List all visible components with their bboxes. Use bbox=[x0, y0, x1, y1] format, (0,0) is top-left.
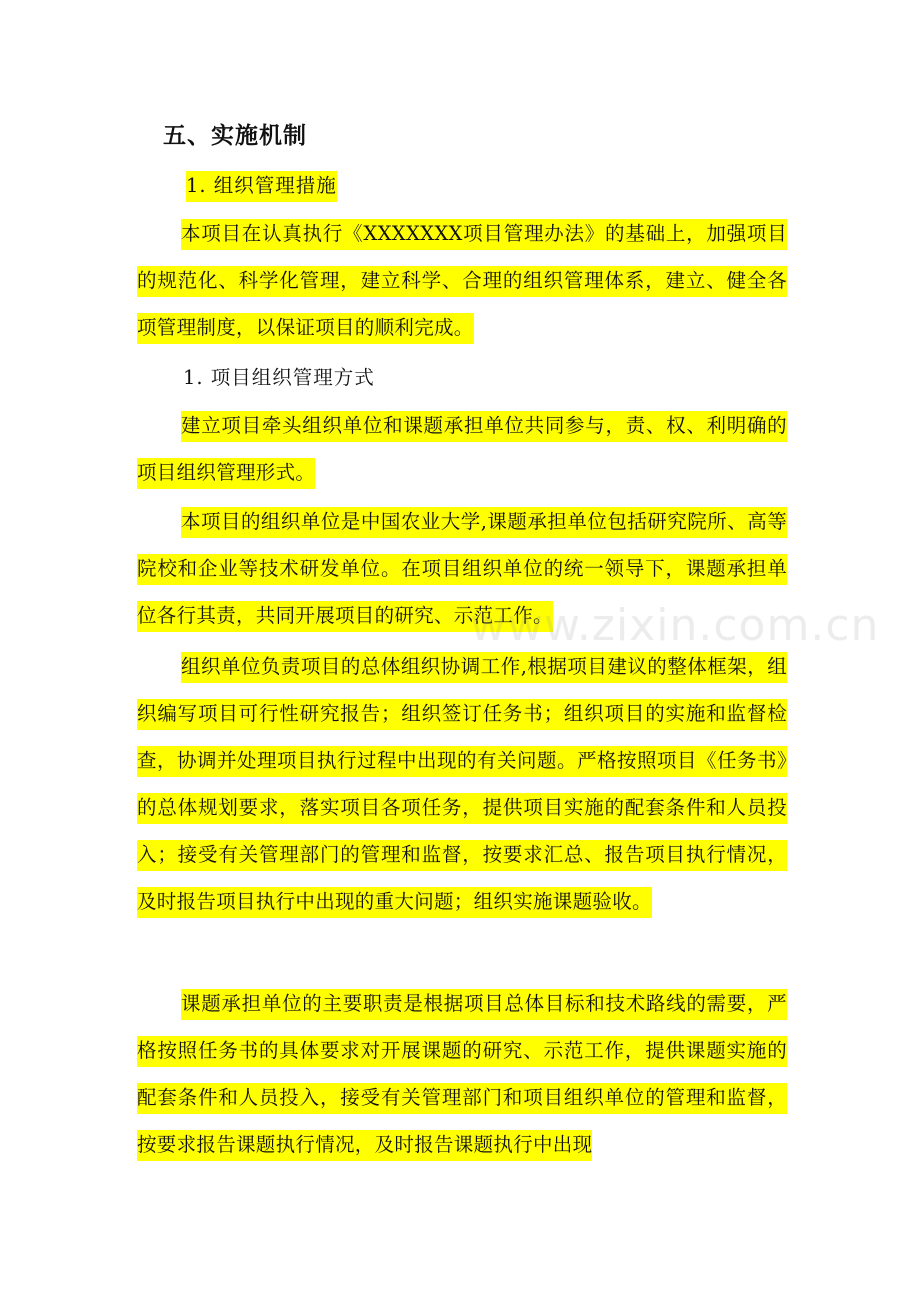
paragraph-organizing-duties-text: 组织单位负责项目的总体组织协调工作,根据项目建议的整体框架，组织编写项目可行性研究报告；组织签订任务书；组织项目的实施和监督检查，协调并处理项目执行过程中出现的有关问题。严格按照项目《任务书》的总体规划要求，落实项目各项任务，提供项目实施的配套条件和人员投入；接受有关管理部门的管理和监督，按要求汇总、报告项目执行情况，及时报告项目执行中出现的重大问题；组织实施课题验收。 bbox=[137, 652, 787, 918]
subheading-management-mode-text: 1. 项目组织管理方式 bbox=[183, 366, 375, 389]
paragraph-intro-text: 本项目在认真执行《XXXXXXX项目管理办法》的基础上，加强项目的规范化、科学化管理，建立科学、合理的组织管理体系，建立、健全各项管理制度，以保证项目的顺利完成。 bbox=[137, 219, 787, 344]
paragraph-organizing-duties bbox=[137, 643, 787, 925]
subheading-management-mode bbox=[183, 358, 375, 398]
watermark: www.zixin.com.cn bbox=[470, 600, 880, 651]
paragraph-undertaking-duties-text: 课题承担单位的主要职责是根据项目总体目标和技术路线的需要，严格按照任务书的具体要求对开展课题的研究、示范工作，提供课题实施的配套条件和人员投入，接受有关管理部门和项目组织单位的管理和监督，按要求报告课题执行情况，及时报告课题执行中出现 bbox=[137, 989, 787, 1161]
paragraph-intro bbox=[137, 210, 787, 351]
subheading-organization-measures bbox=[186, 166, 337, 206]
paragraph-management-form bbox=[137, 402, 787, 496]
paragraph-undertaking-duties bbox=[137, 980, 787, 1168]
paragraph-management-form-text: 建立项目牵头组织单位和课题承担单位共同参与，责、权、利明确的项目组织管理形式。 bbox=[137, 411, 787, 489]
paragraph-organizing-unit bbox=[137, 498, 787, 639]
paragraph-organizing-unit-text: 本项目的组织单位是中国农业大学,课题承担单位包括研究院所、高等院校和企业等技术研发单位。在项目组织单位的统一领导下，课题承担单位各行其责，共同开展项目的研究、示范工作。 bbox=[137, 507, 787, 632]
section-title: 五、实施机制 bbox=[163, 122, 307, 149]
subheading-organization-measures-text: 1. 组织管理措施 bbox=[186, 171, 337, 202]
